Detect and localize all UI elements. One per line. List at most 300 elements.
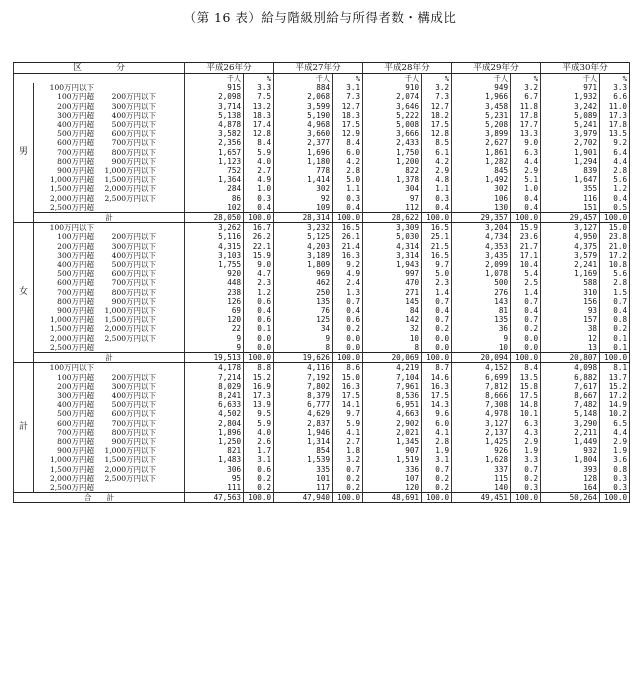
- total-count-cell: 29,457: [541, 213, 600, 223]
- count-cell: 335: [274, 465, 333, 474]
- pct-cell: 6.6: [600, 92, 630, 101]
- count-cell: 3,582: [185, 129, 244, 138]
- pct-cell: 0.4: [333, 306, 363, 315]
- count-cell: 135: [274, 297, 333, 306]
- pct-cell: 2.6: [244, 437, 274, 446]
- bracket-lower: 1,000万円超: [50, 455, 94, 465]
- bracket-lower: 600万円超: [57, 278, 94, 288]
- pct-cell: 0.0: [244, 334, 274, 343]
- count-cell: 1,628: [452, 455, 511, 464]
- pct-cell: 12.8: [422, 129, 452, 138]
- pct-cell: 4.0: [244, 157, 274, 166]
- count-cell: 10: [363, 334, 422, 343]
- sex-label: 計: [14, 363, 34, 493]
- pct-cell: 3.1: [244, 455, 274, 464]
- count-cell: 38: [541, 324, 600, 333]
- bracket-label: [34, 166, 185, 175]
- count-cell: 93: [541, 306, 600, 315]
- pct-cell: 0.1: [244, 324, 274, 333]
- total-pct-cell: 100.0: [244, 353, 274, 363]
- count-cell: 2,804: [185, 419, 244, 428]
- table-row: [14, 409, 630, 418]
- pct-cell: 0.1: [600, 343, 630, 353]
- table-row: [14, 306, 630, 315]
- count-cell: 6,882: [541, 373, 600, 382]
- count-cell: 135: [452, 315, 511, 324]
- count-cell: 6,633: [185, 400, 244, 409]
- pct-cell: 21.0: [600, 242, 630, 251]
- table-row: [14, 260, 630, 269]
- bracket-upper: 800万円以下: [111, 287, 156, 297]
- pct-cell: 0.3: [333, 194, 363, 203]
- unit-pct-label: %: [422, 74, 452, 84]
- count-cell: 128: [541, 474, 600, 483]
- bracket-label: [34, 83, 185, 92]
- pct-cell: 5.6: [600, 269, 630, 278]
- pct-cell: 21.5: [422, 242, 452, 251]
- unit-count-label: 千人: [541, 74, 600, 84]
- count-cell: 112: [363, 203, 422, 213]
- pct-cell: 8.1: [600, 363, 630, 373]
- pct-cell: 13.7: [600, 373, 630, 382]
- pct-cell: 18.2: [422, 111, 452, 120]
- pct-cell: 0.4: [511, 203, 541, 213]
- count-cell: 306: [185, 465, 244, 474]
- pct-cell: 21.4: [333, 242, 363, 251]
- count-cell: 9: [185, 334, 244, 343]
- count-cell: 7,214: [185, 373, 244, 382]
- count-cell: 13: [541, 343, 600, 353]
- pct-cell: 0.4: [244, 203, 274, 213]
- pct-cell: 0.2: [422, 474, 452, 483]
- count-cell: 92: [274, 194, 333, 203]
- count-cell: 3,314: [363, 251, 422, 260]
- pct-cell: 0.6: [333, 315, 363, 324]
- bracket-lower: 800万円超: [57, 156, 94, 166]
- income-bracket-table: [13, 62, 630, 503]
- bracket-label: [34, 120, 185, 129]
- pct-cell: 3.3: [600, 83, 630, 92]
- pct-cell: 2.8: [422, 437, 452, 446]
- count-cell: 1,657: [185, 148, 244, 157]
- pct-cell: 0.4: [244, 306, 274, 315]
- bracket-upper: 900万円以下: [111, 156, 156, 166]
- total-pct-cell: 100.0: [600, 353, 630, 363]
- count-cell: 2,902: [363, 419, 422, 428]
- bracket-label: [34, 363, 185, 373]
- bracket-upper: 300万円以下: [111, 381, 156, 391]
- total-count-cell: 20,807: [541, 353, 600, 363]
- bracket-lower: 1,500万円超: [50, 464, 94, 474]
- pct-cell: 0.6: [244, 315, 274, 324]
- total-pct-cell: 100.0: [600, 213, 630, 223]
- pct-cell: 16.9: [244, 382, 274, 391]
- count-cell: 10: [452, 343, 511, 353]
- table-body: [14, 74, 630, 503]
- bracket-label: [34, 175, 185, 184]
- pct-cell: 10.8: [600, 260, 630, 269]
- count-cell: 7,961: [363, 382, 422, 391]
- pct-cell: 0.2: [244, 483, 274, 493]
- bracket-upper: 600万円以下: [111, 129, 156, 139]
- bracket-lower: 1,000万円超: [50, 315, 94, 325]
- bracket-label: [34, 297, 185, 306]
- count-cell: 8,667: [541, 391, 600, 400]
- pct-cell: 16.5: [333, 223, 363, 233]
- pct-cell: 1.3: [333, 288, 363, 297]
- bracket-lower: 100万円超: [57, 372, 94, 382]
- bracket-upper: 2,000万円以下: [104, 324, 156, 334]
- bracket-label: [34, 334, 185, 343]
- bracket-upper: 600万円以下: [111, 269, 156, 279]
- pct-cell: 1.2: [600, 184, 630, 193]
- count-cell: 143: [452, 297, 511, 306]
- count-cell: 109: [274, 203, 333, 213]
- count-cell: 470: [363, 278, 422, 287]
- pct-cell: 0.3: [422, 194, 452, 203]
- total-pct-cell: 100.0: [422, 353, 452, 363]
- bracket-label: [34, 260, 185, 269]
- pct-cell: 0.3: [511, 483, 541, 493]
- count-cell: 1,539: [274, 455, 333, 464]
- count-cell: 125: [274, 315, 333, 324]
- count-cell: 95: [185, 474, 244, 483]
- bracket-lower: 700万円超: [57, 147, 94, 157]
- pct-cell: 15.2: [600, 382, 630, 391]
- count-cell: 915: [185, 83, 244, 92]
- count-cell: 3,646: [363, 102, 422, 111]
- count-cell: 1,345: [363, 437, 422, 446]
- pct-cell: 0.0: [511, 334, 541, 343]
- count-cell: 1,169: [541, 269, 600, 278]
- count-cell: 932: [541, 446, 600, 455]
- count-cell: 1,282: [452, 157, 511, 166]
- count-cell: 4,203: [274, 242, 333, 251]
- sex-label: 男: [14, 83, 34, 223]
- count-cell: 8: [274, 343, 333, 353]
- total-count-cell: 50,264: [541, 493, 600, 503]
- total-count-cell: 29,357: [452, 213, 511, 223]
- count-cell: 4,629: [274, 409, 333, 418]
- pct-cell: 0.4: [600, 306, 630, 315]
- count-cell: 3,204: [452, 223, 511, 233]
- pct-cell: 9.2: [600, 138, 630, 147]
- total-count-cell: 48,691: [363, 493, 422, 503]
- bracket-upper: 800万円以下: [111, 427, 156, 437]
- count-cell: 1,647: [541, 175, 600, 184]
- count-cell: 2,068: [274, 92, 333, 101]
- count-cell: 1,378: [363, 175, 422, 184]
- count-cell: 116: [541, 194, 600, 203]
- count-cell: 102: [185, 203, 244, 213]
- pct-cell: 6.3: [511, 419, 541, 428]
- pct-cell: 0.2: [244, 474, 274, 483]
- bracket-upper: 500万円以下: [111, 120, 156, 130]
- count-cell: 588: [541, 278, 600, 287]
- count-cell: 2,241: [541, 260, 600, 269]
- subtotal-label: 計: [34, 353, 185, 363]
- pct-cell: 9.0: [244, 260, 274, 269]
- pct-cell: 18.3: [333, 111, 363, 120]
- pct-cell: 2.5: [511, 278, 541, 287]
- bracket-label: [34, 223, 185, 233]
- count-cell: 97: [363, 194, 422, 203]
- count-cell: 3,666: [363, 129, 422, 138]
- count-cell: 448: [185, 278, 244, 287]
- count-cell: 1,200: [363, 157, 422, 166]
- bracket-label: [34, 419, 185, 428]
- bracket-upper: 1,000万円以下: [104, 166, 156, 176]
- bracket-lower: 400万円超: [57, 260, 94, 270]
- count-cell: 1,364: [185, 175, 244, 184]
- count-cell: 4,734: [452, 232, 511, 241]
- count-cell: 2,377: [274, 138, 333, 147]
- pct-cell: 13.9: [244, 400, 274, 409]
- bracket-lower: 300万円超: [57, 250, 94, 260]
- count-cell: 238: [185, 288, 244, 297]
- pct-cell: 1.2: [244, 288, 274, 297]
- count-cell: 1,425: [452, 437, 511, 446]
- pct-cell: 17.5: [333, 391, 363, 400]
- pct-cell: 0.6: [244, 297, 274, 306]
- count-cell: 271: [363, 288, 422, 297]
- table-row: [14, 138, 630, 147]
- count-cell: 5,148: [541, 409, 600, 418]
- pct-cell: 0.6: [244, 465, 274, 474]
- pct-cell: 15.9: [244, 251, 274, 260]
- count-cell: 84: [363, 306, 422, 315]
- bracket-label: [34, 373, 185, 382]
- units-spacer: [14, 74, 185, 84]
- count-cell: 2,074: [363, 92, 422, 101]
- bracket-lower: 400万円超: [57, 120, 94, 130]
- count-cell: 8,241: [185, 391, 244, 400]
- pct-cell: 13.2: [244, 102, 274, 111]
- pct-cell: 3.3: [511, 455, 541, 464]
- total-pct-cell: 100.0: [333, 493, 363, 503]
- bracket-lower: 900万円超: [57, 306, 94, 316]
- pct-cell: 4.4: [600, 157, 630, 166]
- pct-cell: 0.7: [422, 297, 452, 306]
- bracket-label: [34, 382, 185, 391]
- bracket-lower: 600万円超: [57, 418, 94, 428]
- pct-cell: 12.7: [333, 102, 363, 111]
- table-row: [14, 120, 630, 129]
- pct-cell: 14.9: [600, 400, 630, 409]
- pct-cell: 2.3: [422, 278, 452, 287]
- count-cell: 304: [363, 184, 422, 193]
- count-cell: 821: [185, 446, 244, 455]
- total-count-cell: 20,069: [363, 353, 422, 363]
- bracket-label: [34, 184, 185, 193]
- pct-cell: 12.7: [422, 102, 452, 111]
- total-count-cell: 19,626: [274, 353, 333, 363]
- pct-cell: 16.3: [333, 382, 363, 391]
- pct-cell: 18.3: [244, 111, 274, 120]
- pct-cell: 15.0: [600, 223, 630, 233]
- table-row: [14, 203, 630, 213]
- count-cell: 3,979: [541, 129, 600, 138]
- count-cell: 2,021: [363, 428, 422, 437]
- pct-cell: 0.2: [422, 324, 452, 333]
- count-cell: 1,809: [274, 260, 333, 269]
- count-cell: 8,379: [274, 391, 333, 400]
- total-pct-cell: 100.0: [600, 493, 630, 503]
- bracket-lower: 200万円超: [57, 381, 94, 391]
- pct-cell: 2.8: [600, 278, 630, 287]
- pct-cell: 6.0: [422, 419, 452, 428]
- table-title: （第 16 表）給与階級別給与所得者数・構成比: [183, 10, 457, 25]
- pct-cell: 16.3: [333, 251, 363, 260]
- table-row: [14, 483, 630, 493]
- pct-cell: 0.7: [511, 315, 541, 324]
- pct-cell: 9.7: [333, 409, 363, 418]
- pct-cell: 3.1: [422, 455, 452, 464]
- count-cell: 4,950: [541, 232, 600, 241]
- bracket-label: [34, 483, 185, 493]
- pct-cell: 25.1: [422, 232, 452, 241]
- count-cell: 86: [185, 194, 244, 203]
- pct-cell: 23.8: [600, 232, 630, 241]
- year-header: 平成30年分: [541, 63, 630, 74]
- pct-cell: 4.4: [511, 157, 541, 166]
- total-count-cell: 20,094: [452, 353, 511, 363]
- table-row: [14, 111, 630, 120]
- pct-cell: 2.8: [600, 166, 630, 175]
- pct-cell: 1.4: [422, 288, 452, 297]
- pct-cell: 7.3: [333, 92, 363, 101]
- bracket-label: [34, 102, 185, 111]
- bracket-label: [34, 391, 185, 400]
- pct-cell: 8.6: [333, 363, 363, 373]
- bracket-lower: 400万円超: [57, 400, 94, 410]
- pct-cell: 15.9: [511, 223, 541, 233]
- pct-cell: 10.1: [511, 409, 541, 418]
- pct-cell: 15.8: [511, 382, 541, 391]
- count-cell: 4,315: [185, 242, 244, 251]
- bracket-upper: 200万円以下: [111, 232, 156, 242]
- count-cell: 3,103: [185, 251, 244, 260]
- count-cell: 69: [185, 306, 244, 315]
- count-cell: 5,089: [541, 111, 600, 120]
- bracket-lower: 300万円超: [57, 110, 94, 120]
- count-cell: 164: [541, 483, 600, 493]
- bracket-lower: 700万円超: [57, 287, 94, 297]
- pct-cell: 7.3: [422, 92, 452, 101]
- pct-cell: 6.5: [600, 419, 630, 428]
- table-row: [14, 83, 630, 92]
- count-cell: 4,353: [452, 242, 511, 251]
- count-cell: 156: [541, 297, 600, 306]
- count-cell: 8: [363, 343, 422, 353]
- count-cell: 337: [452, 465, 511, 474]
- bracket-upper: 900万円以下: [111, 436, 156, 446]
- table-row: [14, 251, 630, 260]
- pct-cell: 9.7: [422, 260, 452, 269]
- total-count-cell: 19,513: [185, 353, 244, 363]
- unit-pct-label: %: [600, 74, 630, 84]
- count-cell: 3,262: [185, 223, 244, 233]
- unit-pct-label: %: [333, 74, 363, 84]
- count-cell: 778: [274, 166, 333, 175]
- count-cell: 1,696: [274, 148, 333, 157]
- year-header: 平成28年分: [363, 63, 452, 74]
- pct-cell: 4.7: [244, 269, 274, 278]
- bracket-label: [34, 324, 185, 333]
- pct-cell: 0.3: [600, 474, 630, 483]
- count-cell: 310: [541, 288, 600, 297]
- count-cell: 4,219: [363, 363, 422, 373]
- bracket-label: [34, 157, 185, 166]
- pct-cell: 0.2: [333, 474, 363, 483]
- count-cell: 910: [363, 83, 422, 92]
- count-cell: 1,755: [185, 260, 244, 269]
- count-cell: 4,978: [452, 409, 511, 418]
- count-cell: 4,968: [274, 120, 333, 129]
- total-pct-cell: 100.0: [244, 493, 274, 503]
- bracket-upper: 2,500万円以下: [104, 473, 156, 483]
- year-header: 平成27年分: [274, 63, 363, 74]
- count-cell: 8,666: [452, 391, 511, 400]
- count-cell: 4,502: [185, 409, 244, 418]
- pct-cell: 0.1: [600, 334, 630, 343]
- pct-cell: 0.4: [600, 194, 630, 203]
- pct-cell: 0.5: [600, 203, 630, 213]
- count-cell: 284: [185, 184, 244, 193]
- bracket-label: [34, 343, 185, 353]
- count-cell: 276: [452, 288, 511, 297]
- pct-cell: 0.2: [600, 324, 630, 333]
- count-cell: 3,599: [274, 102, 333, 111]
- sex-label: 女: [14, 223, 34, 363]
- bracket-label: [34, 474, 185, 483]
- pct-cell: 0.0: [422, 343, 452, 353]
- pct-cell: 3.2: [333, 455, 363, 464]
- count-cell: 107: [363, 474, 422, 483]
- count-cell: 8,029: [185, 382, 244, 391]
- count-cell: 2,837: [274, 419, 333, 428]
- count-cell: 3,189: [274, 251, 333, 260]
- subtotal-row: [14, 353, 630, 363]
- bracket-upper: 2,000万円以下: [104, 184, 156, 194]
- pct-cell: 0.2: [422, 483, 452, 493]
- count-cell: 5,125: [274, 232, 333, 241]
- count-cell: 1,180: [274, 157, 333, 166]
- table-row: [14, 334, 630, 343]
- pct-cell: 8.8: [244, 363, 274, 373]
- pct-cell: 0.0: [511, 343, 541, 353]
- table-row: [14, 175, 630, 184]
- pct-cell: 3.2: [422, 83, 452, 92]
- pct-cell: 1.9: [511, 446, 541, 455]
- unit-count-label: 千人: [363, 74, 422, 84]
- table-row: [14, 391, 630, 400]
- pct-cell: 22.1: [244, 242, 274, 251]
- count-cell: 462: [274, 278, 333, 287]
- pct-cell: 17.3: [600, 111, 630, 120]
- bracket-label: [34, 409, 185, 418]
- count-cell: 32: [363, 324, 422, 333]
- pct-cell: 4.0: [244, 428, 274, 437]
- total-pct-cell: 100.0: [511, 493, 541, 503]
- count-cell: 302: [274, 184, 333, 193]
- count-cell: 1,449: [541, 437, 600, 446]
- count-cell: 4,116: [274, 363, 333, 373]
- count-cell: 997: [363, 269, 422, 278]
- count-cell: 822: [363, 166, 422, 175]
- count-cell: 3,242: [541, 102, 600, 111]
- count-cell: 1,483: [185, 455, 244, 464]
